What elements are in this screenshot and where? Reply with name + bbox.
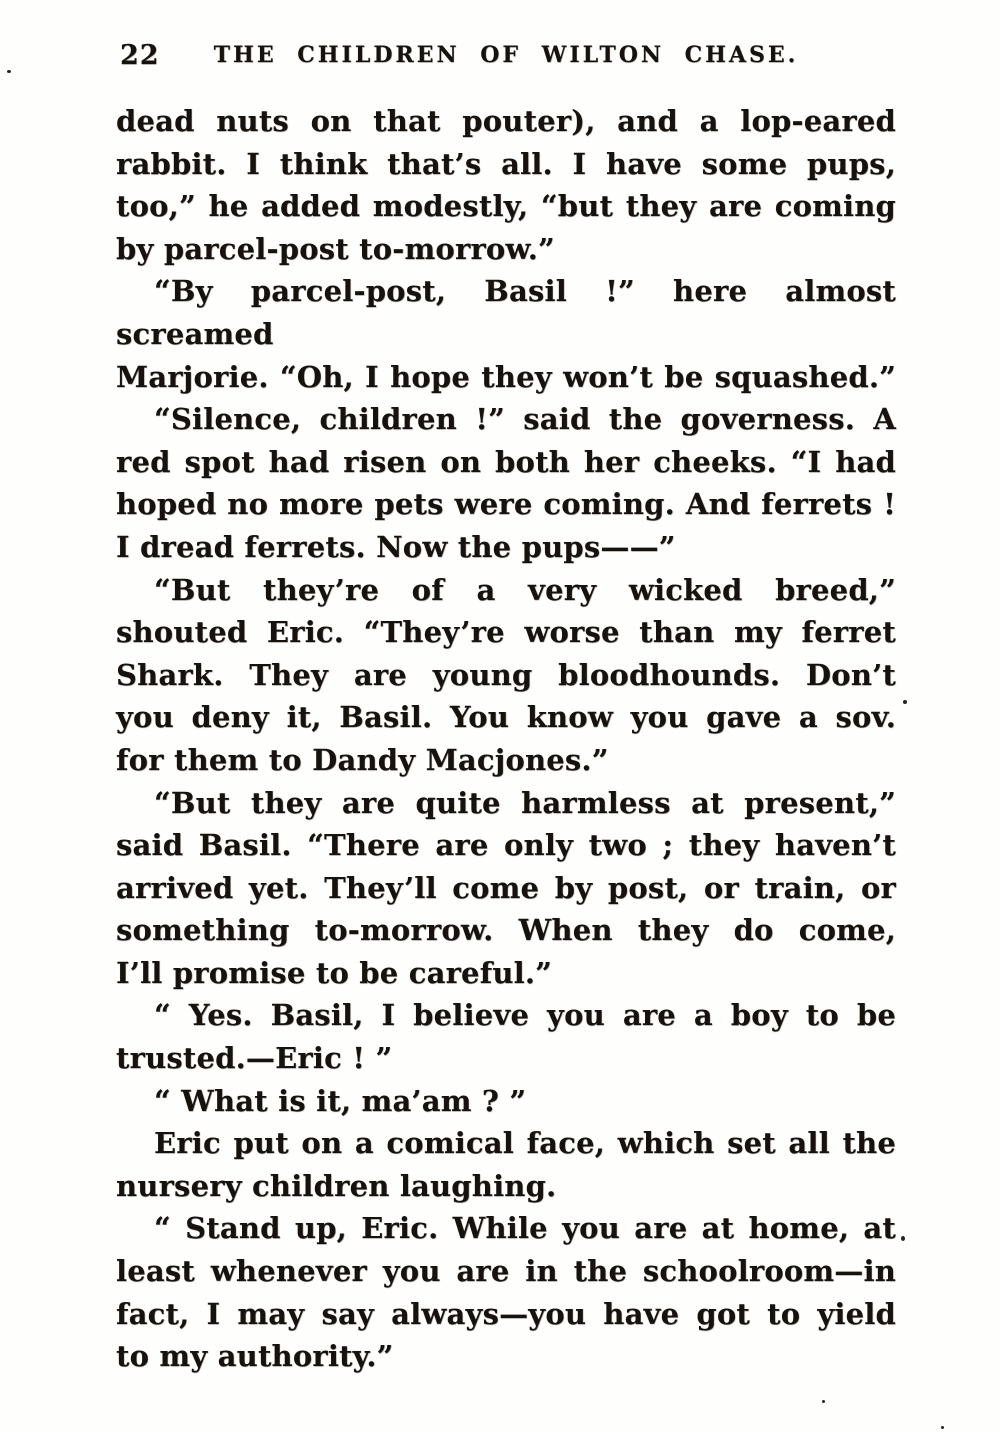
text-line: least whenever you are in the schoolroom—in <box>116 1254 896 1289</box>
paragraph-9 <box>116 1207 896 1377</box>
text-line: “ Stand up, Eric. While you are at home, at <box>154 1211 896 1246</box>
paragraph-5 <box>116 782 896 995</box>
text-line: said Basil. “There are only two ; they haven’t <box>116 828 896 863</box>
paragraph-6 <box>116 994 896 1079</box>
paragraph-7 <box>116 1080 896 1123</box>
text-line: rabbit. I think that’s all. I have some pups, <box>116 146 896 181</box>
scan-speck <box>901 1236 905 1241</box>
text-line: Shark. They are young bloodhounds. Don’t <box>116 657 896 692</box>
text-line: “By parcel-post, Basil !” here almost screamed <box>116 274 896 351</box>
text-line: by parcel-post to-morrow.” <box>116 231 555 266</box>
text-line: arrived yet. They’ll come by post, or train, or <box>116 870 896 905</box>
page-number: 22 <box>120 40 160 71</box>
text-line: dead nuts on that pouter), and a lop-eared <box>116 104 896 138</box>
text-line: I’ll promise to be careful.” <box>116 955 553 990</box>
text-line: nursery children laughing. <box>116 1168 557 1203</box>
scan-speck <box>822 1400 825 1403</box>
text-line: red spot had risen on both her cheeks. “I had <box>116 444 896 479</box>
text-line: “But they’re of a very wicked breed,” <box>154 572 896 607</box>
text-line: to my authority.” <box>116 1339 394 1374</box>
text-line: something to-morrow. When they do come, <box>116 913 896 948</box>
paragraph-1 <box>116 100 896 270</box>
scan-speck <box>903 700 907 704</box>
text-line: fact, I may say always—you have got to yield <box>116 1296 896 1331</box>
text-line: too,” he added modestly, “but they are coming <box>116 189 896 224</box>
paragraph-4 <box>116 569 896 782</box>
text-line: “But they are quite harmless at present,” <box>154 785 896 820</box>
text-line: Eric put on a comical face, which set all the <box>154 1126 896 1161</box>
text-line: trusted.—Eric ! ” <box>116 1041 393 1076</box>
scan-speck <box>7 70 11 73</box>
paragraph-2 <box>116 270 896 398</box>
text-line: for them to Dandy Macjones.” <box>116 742 609 777</box>
text-line: hoped no more pets were coming. And ferrets ! <box>116 487 896 522</box>
text-line: shouted Eric. “They’re worse than my ferret <box>116 615 896 650</box>
scan-speck <box>941 1426 944 1429</box>
text-line: I dread ferrets. Now the pups——” <box>116 529 676 564</box>
text-line: “Silence, children !” said the governess. A <box>154 402 896 437</box>
text-line: “ What is it, ma’am ? ” <box>154 1083 527 1118</box>
running-title: THE CHILDREN OF WILTON CHASE. <box>213 42 799 68</box>
page-header <box>116 38 896 72</box>
text-line: you deny it, Basil. You know you gave a sov. <box>116 700 896 735</box>
paragraph-8 <box>116 1122 896 1207</box>
page-body <box>116 100 896 1378</box>
paragraph-3 <box>116 398 896 568</box>
text-line: Marjorie. “Oh, I hope they won’t be squashed.” <box>116 359 896 394</box>
text-line: “ Yes. Basil, I believe you are a boy to be <box>154 998 896 1033</box>
